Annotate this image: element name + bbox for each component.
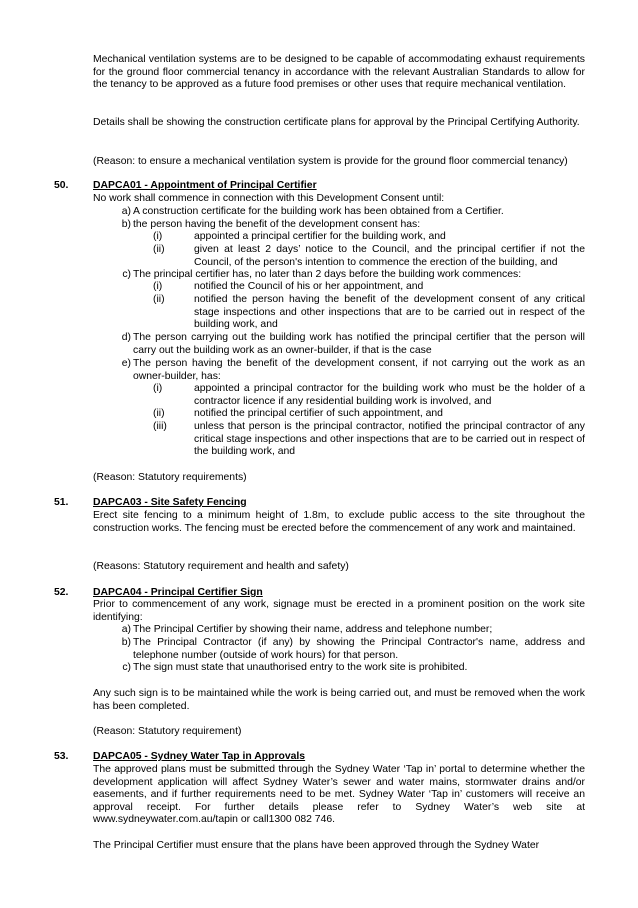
condition-body: Any such sign is to be maintained while the work is being carried out, and must be removed when the work has been completed.	[93, 688, 585, 712]
list-label: b)	[121, 637, 131, 648]
condition-heading: DAPCA04 - Principal Certifier Sign	[93, 587, 263, 598]
condition-body-continued: The Principal Certifier must ensure that the plans have been approved through the Sydney Water	[93, 840, 540, 851]
sub-list-text: appointed a principal contractor for the building work who must be the holder of a contractor licence if any residential building work is involved, and	[194, 383, 585, 407]
list-text: The sign must state that unauthorised entry to the work site is prohibited.	[133, 662, 468, 673]
reason-text: (Reason: Statutory requirements)	[93, 472, 247, 483]
list-text: The person carrying out the building work has notified the principal certifier that the person will carry out the building work as an owner-builder, if that is the case	[133, 332, 585, 356]
reason-text: (Reason: to ensure a mechanical ventilation system is provide for the ground floor commercial tenancy)	[93, 156, 568, 167]
list-text: The principal certifier has, no later than 2 days before the building work commences:	[133, 269, 522, 280]
sub-list-label: (i)	[153, 231, 163, 242]
list-label: d)	[121, 332, 131, 343]
list-label: a)	[121, 624, 131, 635]
sub-list-label: (i)	[153, 383, 163, 394]
list-label: c)	[122, 269, 131, 280]
sub-list-text: notified the principal certifier of such appointment, and	[194, 408, 443, 419]
sub-list-label: (iii)	[153, 421, 167, 432]
sub-list-text: unless that person is the principal contractor, notified the principal contractor of any critical stage inspections and other inspections that are to be carried out in respect of the building work, and	[194, 421, 585, 457]
list-label: c)	[122, 662, 131, 673]
condition-number: 51.	[54, 497, 69, 508]
list-text: The person having the benefit of the development consent, if not carrying out the work as an owner-builder, has:	[133, 358, 585, 382]
reason-text: (Reasons: Statutory requirement and health and safety)	[93, 561, 349, 572]
list-text: The Principal Certifier by showing their name, address and telephone number;	[133, 624, 493, 635]
sub-list-text: notified the Council of his or her appointment, and	[194, 281, 424, 292]
condition-body: Erect site fencing to a minimum height of 1.8m, to exclude public access to the site throughout the construction works. The fencing must be erected before the commencement of any work and maintained.	[93, 510, 585, 534]
condition-number: 52.	[54, 587, 69, 598]
condition-lead: No work shall commence in connection with this Development Consent until:	[93, 193, 445, 204]
list-text: the person having the benefit of the development consent has:	[133, 219, 421, 230]
details-paragraph: Details shall be showing the construction certificate plans for approval by the Principal Certifying Authority.	[93, 117, 580, 128]
condition-number: 53.	[54, 751, 69, 762]
sub-list-text: given at least 2 days’ notice to the Council, and the principal certifier if not the Council, of the person's intention to commence the erection of the building, and	[194, 244, 585, 268]
condition-body: The approved plans must be submitted through the Sydney Water ‘Tap in’ portal to determine whether the development application will affect Sydney Water’s sewer and water mains, stormwater drains and/or easements, and if further requirements need to be met. Sydney Water ‘Tap in’ customers will receive an approval receipt. For further details please refer to Sydney Water’s web site at www.sydneywater.com.au/tapin or call1300 082 746.	[93, 764, 585, 825]
condition-heading: DAPCA01 - Appointment of Principal Certifier	[93, 180, 317, 191]
sub-list-label: (ii)	[153, 408, 165, 419]
condition-heading: DAPCA03 - Site Safety Fencing	[93, 497, 247, 508]
sub-list-text: appointed a principal certifier for the building work, and	[194, 231, 446, 242]
list-text: A construction certificate for the building work has been obtained from a Certifier.	[133, 206, 504, 217]
sub-list-text: notified the person having the benefit of the development consent of any critical stage inspections and other inspections that are to be carried out in respect of the building work, and	[194, 294, 585, 330]
condition-lead: Prior to commencement of any work, signage must be erected in a prominent position on the work site identifying:	[93, 599, 585, 623]
list-text: The Principal Contractor (if any) by showing the Principal Contractor's name, address and telephone number (outside of work hours) for that person.	[133, 637, 585, 661]
condition-heading: DAPCA05 - Sydney Water Tap in Approvals	[93, 751, 306, 762]
ventilation-paragraph: Mechanical ventilation systems are to be designed to be capable of accommodating exhaust requirements for the ground floor commercial tenancy in accordance with the relevant Australian Standards to allow for the tenancy to be approved as a future food premises or other uses that require mechanical ventilation.	[93, 54, 585, 90]
list-label: e)	[121, 358, 131, 369]
sub-list-label: (i)	[153, 281, 163, 292]
list-label: b)	[121, 219, 131, 230]
sub-list-label: (ii)	[153, 294, 165, 305]
sub-list-label: (ii)	[153, 244, 165, 255]
list-label: a)	[121, 206, 131, 217]
reason-text: (Reason: Statutory requirement)	[93, 726, 242, 737]
condition-number: 50.	[54, 180, 69, 191]
